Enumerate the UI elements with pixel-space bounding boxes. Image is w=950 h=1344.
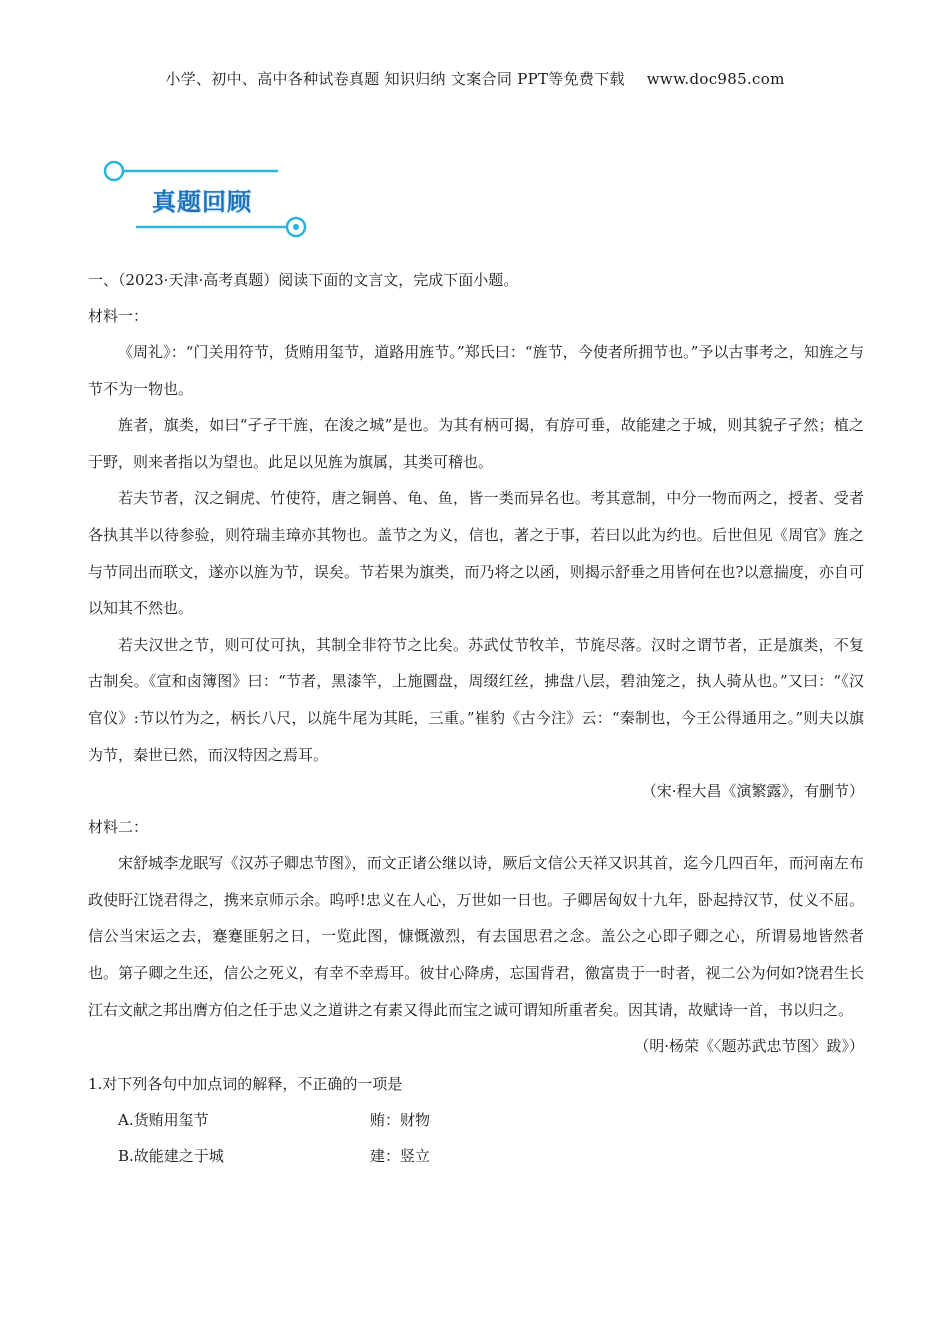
material1-source: （宋·程大昌《演繁露》，有删节） [641,782,864,801]
option-text: B.故能建之于城 [118,1147,224,1166]
header-title: 小学、初中、高中各种试卷真题 知识归纳 文案合同 PPT等免费下载 [165,70,625,88]
option-explain: 贿：财物 [370,1111,431,1130]
material2-paragraph: 宋舒城李龙眠写《汉苏子卿忠节图》，而文正诸公继以诗，厥后文信公天祥又识其首，迄今几四百年，而河南左布政使盱江饶君得之，携来京师示余。呜呼!忠义在人心，万世如一日也。子卿居匈奴十九年，卧起持汉节，仗义不屈。信公当宋运之去，蹇蹇匪躬之日，一览此图，慷慨激烈，有去国思君之念。盖公之心即子卿之心，所谓易地皆然者也。第子卿之生还，信公之死义，有幸不幸焉耳。彼甘心降虏，忘国背君，徼富贵于一时者，视二公为何如?饶君生长江右文献之邦出膺方伯之任于忠义之道讲之有素又得此而宝之诚可谓知所重者矣。因其请，故赋诗一首，书以归之。 [88,854,864,1019]
material1-paragraph: 《周礼》：“门关用符节，货贿用玺节，道路用旌节。”郑氏曰：“旌节，今使者所拥节也。”予以古事考之，知旌之与节不为一物也。 [88,343,864,398]
question1-option-b [88,1138,864,1174]
material2-label: 材料二： [88,818,149,837]
badge-label: 真题回顾 [152,188,252,216]
page-header [0,68,950,89]
material1-paragraph: 若夫节者，汉之铜虎、竹使符，唐之铜兽、龟、鱼，皆一类而异名也。考其意制，中分一物而两之，授者、受者各执其半以待参验，则符瑞圭璋亦其物也。盖节之为义，信也，著之于事，若曰以此为约也。后世但见《周官》旌之与节同出而联文，遂亦以旌为节，误矣。节若果为旗类，而乃将之以函，则揭示舒垂之用皆何在也?以意揣度，亦自可以知其不然也。 [88,489,864,618]
material1-label: 材料一： [88,307,149,325]
option-text: A.货贿用玺节 [118,1111,209,1130]
header-site-link[interactable]: www.doc985.com [646,70,785,88]
material1-paragraph: 若夫汉世之节，则可仗可执，其制全非符节之比矣。苏武仗节牧羊，节旄尽落。汉时之谓节者，正是旗类，不复古制矣。《宣和卤簿图》曰：“节者，黑漆竿，上施圜盘，周缀红丝，拂盘八层，碧油笼之，执人骑从也。”又曰：“《汉官仪》:节以竹为之，柄长八尺，以旄牛尾为其眊，三重。”崔豹《古今注》云：“秦制也，今王公得通用之。”则夫以旗为节，秦世已然，而汉特因之焉耳。 [88,635,864,764]
exam-content [88,262,864,1174]
option-explain: 建：竖立 [370,1147,431,1166]
question1-option-a [88,1102,864,1138]
material2-source: （明·杨荣《〈题苏武忠节图〉跋》） [634,1037,864,1056]
material1-paragraph: 旌者，旗类，如曰“孑孑干旌，在浚之城”是也。为其有柄可揭，有斿可垂，故能建之于城，则其貌孑孑然；植之于野，则来者指以为望也。此足以见旌为旗属，其类可稽也。 [88,416,864,471]
question1-stem: 1.对下列各句中加点词的解释，不正确的一项是 [88,1075,403,1094]
question-intro: 一、（2023·天津·高考真题）阅读下面的文言文，完成下面小题。 [88,271,519,289]
section-badge [100,154,315,246]
